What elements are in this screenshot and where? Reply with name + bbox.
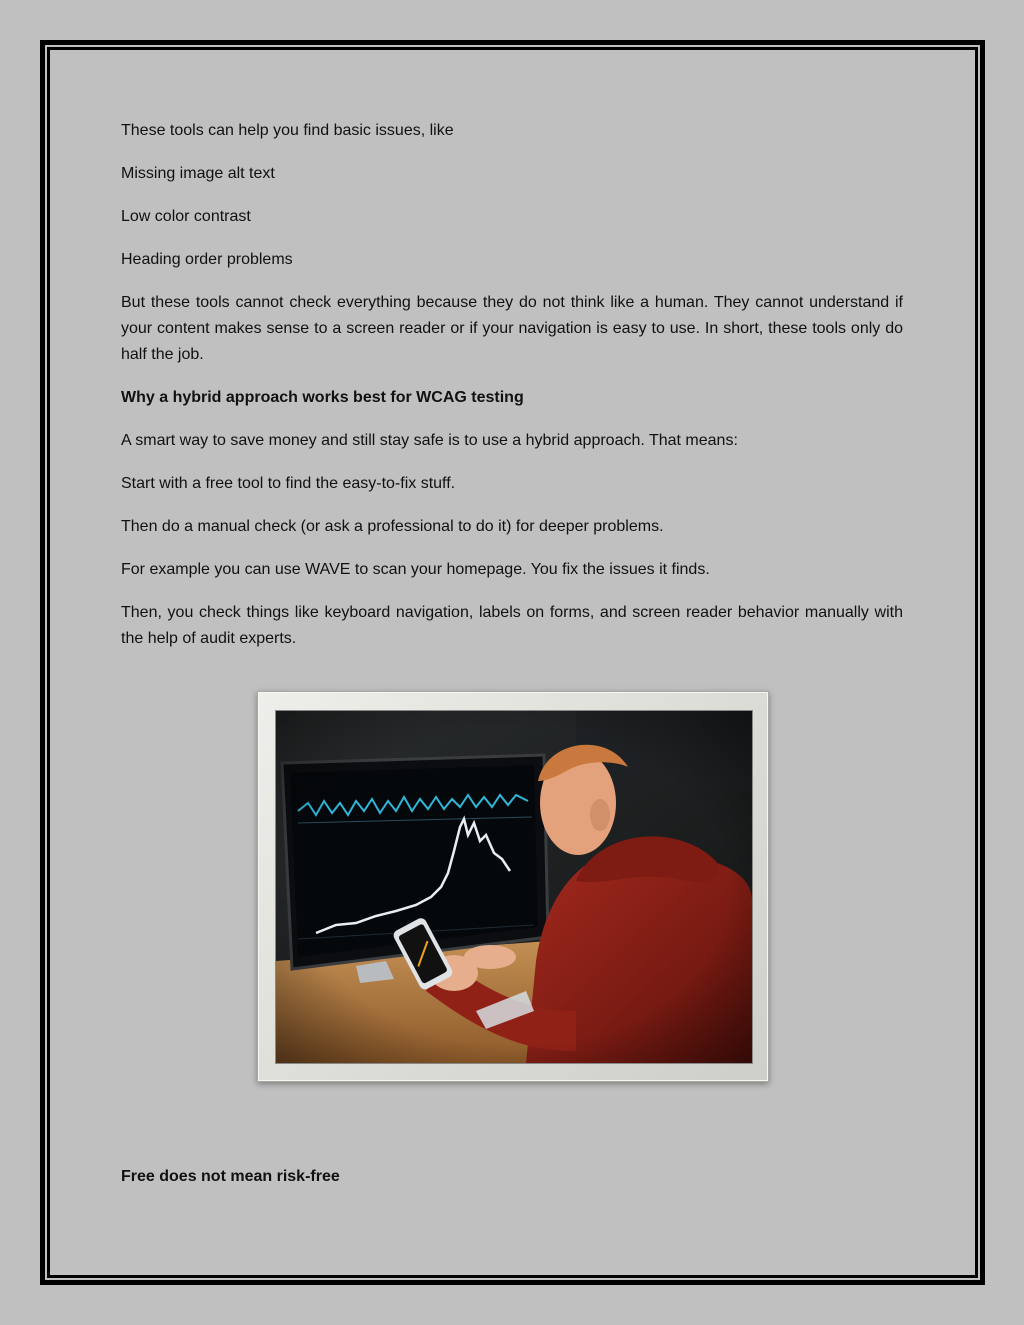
intro-paragraph: These tools can help you find basic issues, like [121,122,454,139]
document-body [121,118,903,669]
step-free-tool: Start with a free tool to find the easy-to-fix stuff. [121,475,456,492]
risk-free-heading: Free does not mean risk-free [121,1168,340,1185]
issue-color-contrast: Low color contrast [121,208,251,225]
hybrid-heading: Why a hybrid approach works best for WCAG testing [121,389,524,406]
step-manual-check: Then do a manual check (or ask a professional to do it) for deeper problems. [121,518,664,535]
issue-heading-order: Heading order problems [121,251,293,268]
hybrid-intro-paragraph: A smart way to save money and still stay safe is to use a hybrid approach. That means: [121,432,738,449]
followup-paragraph: Then, you check things like keyboard navigation, labels on forms, and screen reader behavior manually with the help of audit experts. [121,604,903,647]
example-paragraph: For example you can use WAVE to scan your homepage. You fix the issues it finds. [121,561,710,578]
photo-illustration [276,711,752,1063]
stock-trading-photo [276,711,752,1063]
issue-alt-text: Missing image alt text [121,165,275,182]
photo-frame [257,691,769,1082]
limits-paragraph: But these tools cannot check everything because they do not think like a human. They cannot understand if your content makes sense to a screen reader or if your navigation is easy to use. In short, these tools only do half the job. [121,294,903,363]
